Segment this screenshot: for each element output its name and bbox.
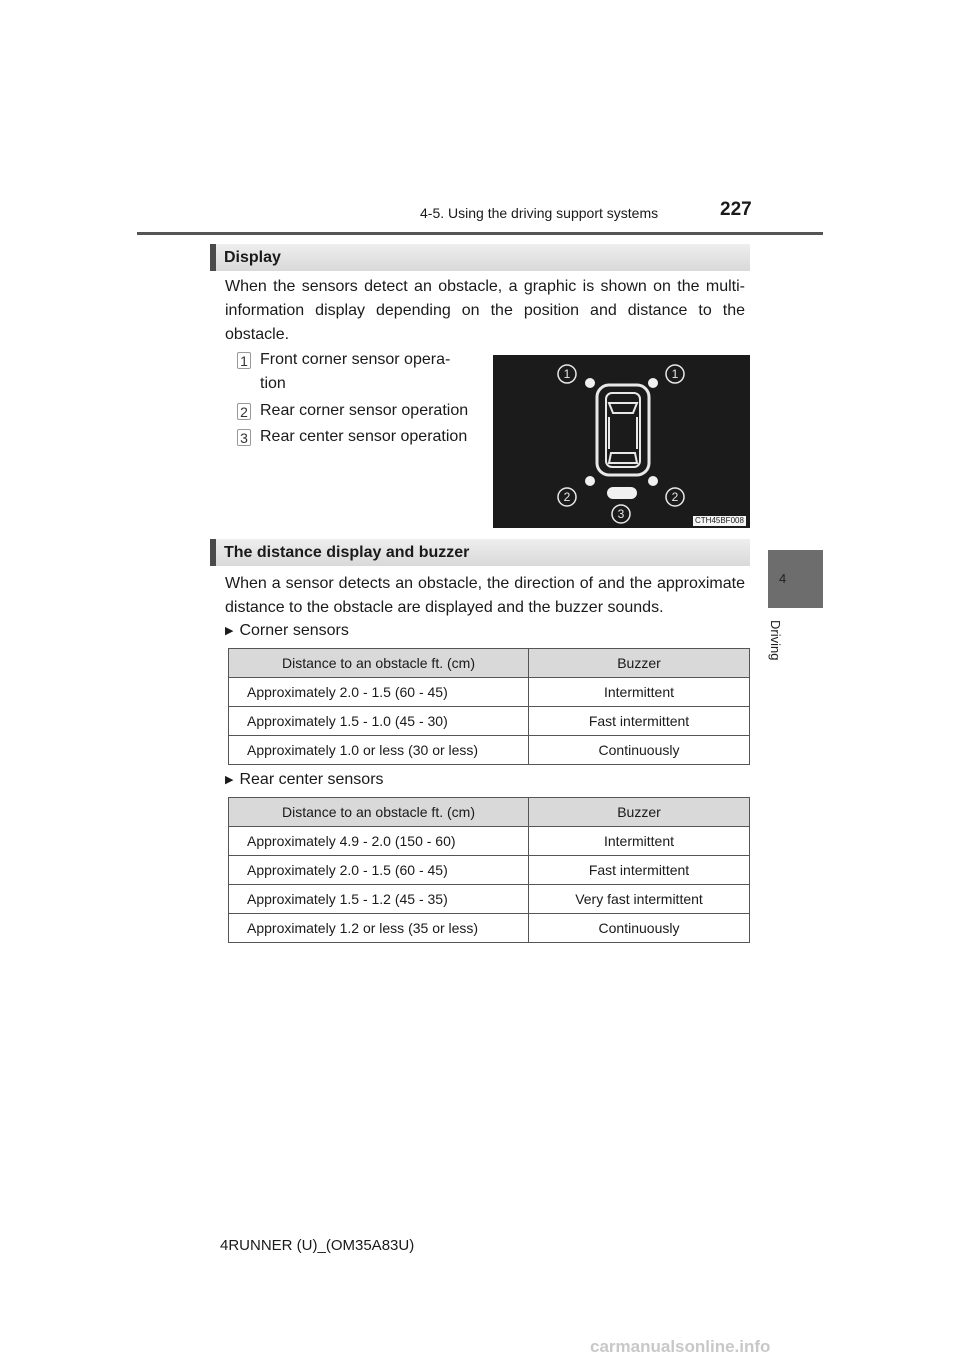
callout-2-left: 2	[563, 490, 571, 504]
table-cell-distance: Approximately 1.5 - 1.0 (45 - 30)	[229, 707, 529, 736]
corner-sensors-label: Corner sensors	[239, 622, 349, 639]
table-cell-buzzer: Fast intermittent	[529, 856, 750, 885]
callout-1-left: 1	[563, 367, 571, 381]
sensor-diagram	[493, 355, 750, 528]
table-row	[229, 914, 750, 943]
table-row	[229, 827, 750, 856]
corner-sensors-title	[225, 622, 349, 640]
table-header-distance: Distance to an obstacle ft. (cm)	[229, 649, 529, 678]
display-heading: Display	[210, 244, 750, 271]
item-text-1a: Front corner sensor opera-	[260, 351, 451, 368]
distance-paragraph-text: When a sensor detects an obstacle, the direction of and the approximate distance to the obstacle are displayed and the buzzer sounds.	[225, 575, 745, 616]
table-row	[229, 707, 750, 736]
footer-model-code: 4RUNNER (U)_(OM35A83U)	[220, 1237, 415, 1254]
table-header-buzzer: Buzzer	[529, 798, 750, 827]
table-header-distance: Distance to an obstacle ft. (cm)	[229, 798, 529, 827]
table-row	[229, 885, 750, 914]
table-cell-buzzer: Continuously	[529, 736, 750, 765]
table-cell-distance: Approximately 1.2 or less (35 or less)	[229, 914, 529, 943]
callout-2-right: 2	[671, 490, 679, 504]
rear-center-sensors-table	[228, 797, 750, 943]
item-text-3: Rear center sensor operation	[260, 428, 468, 445]
table-cell-distance: Approximately 4.9 - 2.0 (150 - 60)	[229, 827, 529, 856]
table-cell-buzzer: Intermittent	[529, 678, 750, 707]
display-paragraph	[225, 275, 745, 347]
item-text-2: Rear corner sensor operation	[260, 402, 469, 419]
corner-sensors-table	[228, 648, 750, 765]
item-number-3: 3	[237, 429, 251, 446]
callout-3: 3	[617, 507, 625, 521]
rear-center-sensors-label: Rear center sensors	[239, 771, 384, 788]
chapter-tab	[768, 550, 823, 608]
page-number: 227	[720, 199, 752, 220]
vehicle-icon	[597, 385, 649, 475]
table-cell-distance: Approximately 2.0 - 1.5 (60 - 45)	[229, 678, 529, 707]
table-cell-distance: Approximately 1.5 - 1.2 (45 - 35)	[229, 885, 529, 914]
table-cell-buzzer: Fast intermittent	[529, 707, 750, 736]
item-number-1: 1	[237, 352, 251, 369]
triangle-bullet-icon: ▶	[225, 625, 234, 637]
chapter-tab-number: 4	[779, 571, 787, 586]
table-cell-distance: Approximately 2.0 - 1.5 (60 - 45)	[229, 856, 529, 885]
table-row	[229, 678, 750, 707]
item-text-1b: tion	[260, 375, 286, 392]
table-header-row	[229, 798, 750, 827]
table-cell-buzzer: Intermittent	[529, 827, 750, 856]
table-header-row	[229, 649, 750, 678]
diagram-code: CTH45BF008	[695, 516, 744, 525]
triangle-bullet-icon: ▶	[225, 774, 234, 786]
chapter-tab-label: Driving	[768, 620, 783, 661]
item-number-2: 2	[237, 403, 251, 420]
callout-circles	[558, 365, 684, 523]
sensor-diagram-graphic	[493, 355, 750, 528]
table-cell-buzzer: Very fast intermittent	[529, 885, 750, 914]
distance-heading: The distance display and buzzer	[210, 539, 750, 566]
distance-paragraph	[225, 572, 745, 620]
table-cell-distance: Approximately 1.0 or less (30 or less)	[229, 736, 529, 765]
display-paragraph-text: When the sensors detect an obstacle, a graphic is shown on the multi-information display depending on the position and distance to the obstacle.	[225, 278, 745, 343]
table-header-buzzer: Buzzer	[529, 649, 750, 678]
table-row	[229, 856, 750, 885]
callout-1-right: 1	[671, 367, 679, 381]
section-title: 4-5. Using the driving support systems	[420, 205, 659, 221]
footer-watermark: carmanualsonline.info	[590, 1337, 771, 1356]
rear-center-sensors-title	[225, 771, 384, 789]
table-row	[229, 736, 750, 765]
header-divider	[137, 232, 823, 235]
table-cell-buzzer: Continuously	[529, 914, 750, 943]
